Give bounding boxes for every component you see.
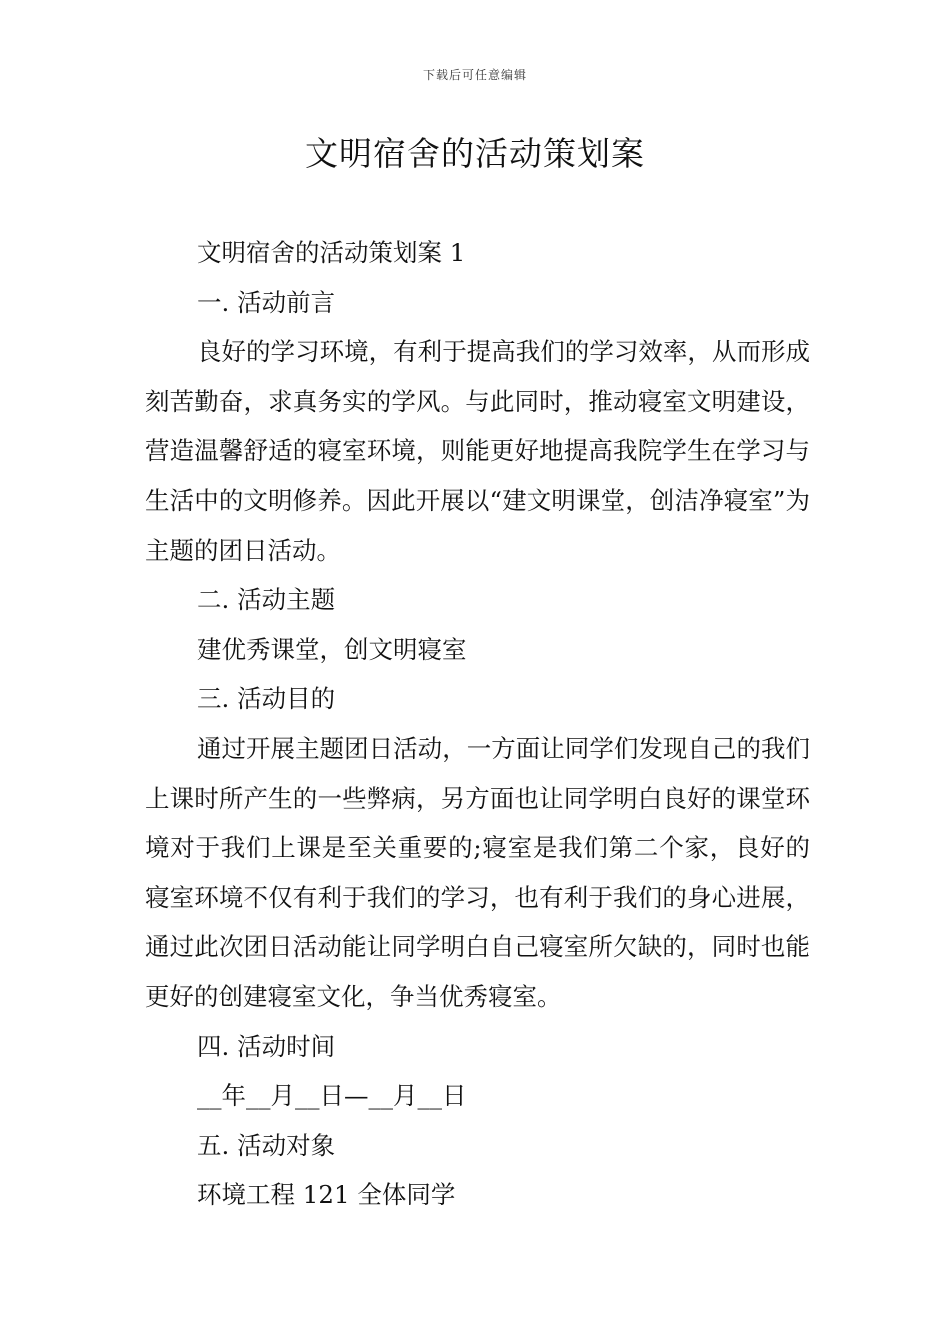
section-text-2: 建优秀课堂，创文明寝室 xyxy=(197,634,467,664)
section-text-4: __年__月__日—__月__日 xyxy=(197,1081,467,1111)
section-heading-5: 五. 活动对象 xyxy=(197,1130,336,1160)
section-heading-3: 三. 活动目的 xyxy=(197,684,336,714)
section-paragraph-3: 通过开展主题团日活动，一方面让同学们发现自己的我们上课时所产生的一些弊病，另方面也让同学明白良好的课堂环境对于我们上课是至关重要的;寝室是我们第二个家，良好的寝室环境不仅有利于我们的学习，也有利于我们的身心进展，通过此次团日活动能让同学明白自己寝室所欠缺的，同时也能更好的创建寝室文化，争当优秀寝室。 xyxy=(145,733,810,1011)
section-subtitle: 文明宿舍的活动策划案 1 xyxy=(197,238,466,267)
header-note: 下载后可任意编辑 xyxy=(422,68,527,82)
section-text-5: 环境工程 121 全体同学 xyxy=(197,1180,456,1210)
document-title: 文明宿舍的活动策划案 xyxy=(305,134,645,173)
section-heading-1: 一. 活动前言 xyxy=(197,287,336,317)
document-body xyxy=(145,228,810,1220)
section-heading-2: 二. 活动主题 xyxy=(197,585,336,615)
section-heading-4: 四. 活动时间 xyxy=(197,1031,336,1061)
section-paragraph-1: 良好的学习环境，有利于提高我们的学习效率，从而形成刻苦勤奋，求真务实的学风。与此同时，推动寝室文明建设，营造温馨舒适的寝室环境，则能更好地提高我院学生在学习与生活中的文明修养。因此开展以“建文明课堂，创洁净寝室”为主题的团日活动。 xyxy=(145,337,810,565)
